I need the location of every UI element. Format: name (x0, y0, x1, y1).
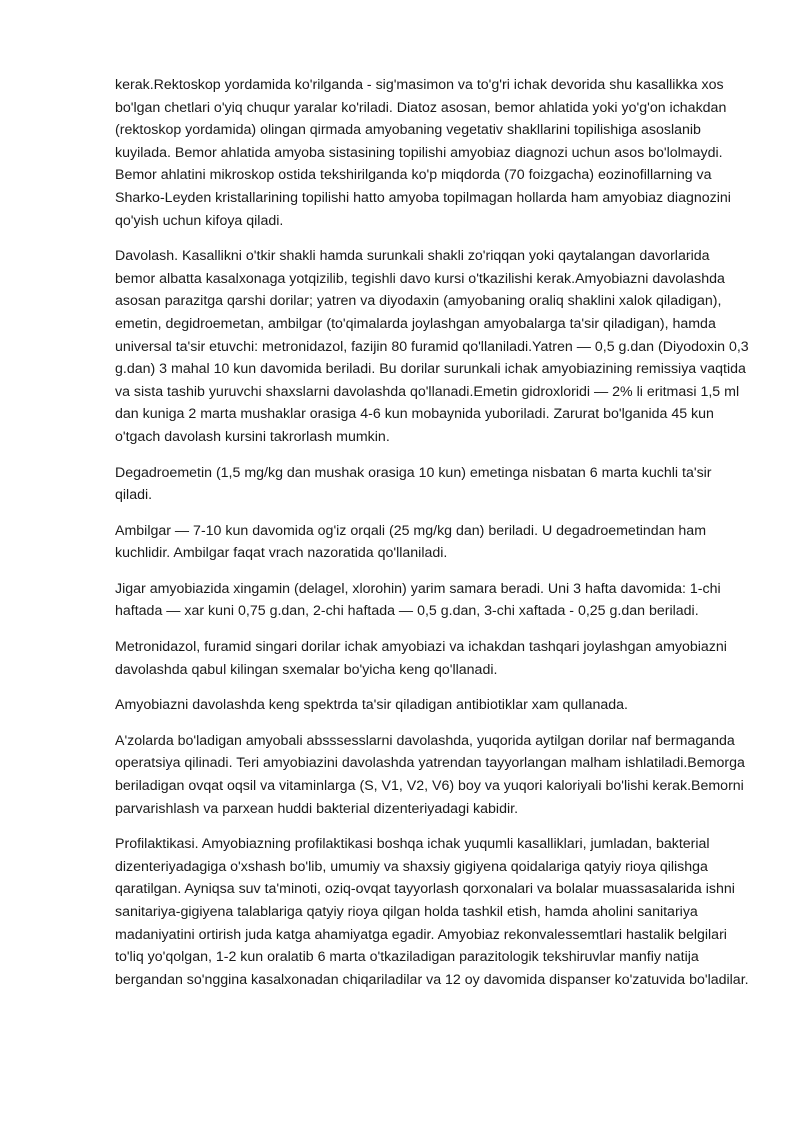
document-body (115, 74, 750, 1004)
paragraph-liver-amoebiasis: Jigar amyobiazida xingamin (delagel, xlorohin) yarim samara beradi. Uni 3 hafta davomida: 1-chi haftada — xar kuni 0,75 g.dan, 2-chi haftada — 0,5 g.dan, 3-chi xaftada - 0,25 g.dan beriladi. (115, 580, 721, 620)
paragraph-antibiotics: Amyobiazni davolashda keng spektrda ta'sir qiladigan antibiotiklar xam qullanada. (115, 697, 628, 714)
paragraph-prophylaxis: Profilaktikasi. Amyobiazning profilaktikasi boshqa ichak yuqumli kasalliklari, jumladan, bakterial dizenteriyadagiga o'xshash bo'lib, umumiy va shaxsiy gigiyena qoidalariga qatyiy rioya qilishga qaratilgan. Ayniqsa suv ta'minoti, oziq-ovqat tayyorlash qorxonalari va bolalar muassasalarida ishni sanitariya-gigiyena talablariga qatyiy rioya qilgan holda tashkil etish, hamda aholini sanitariya madaniyatini ortirish juda katga ahamiyatga egadir. Amyobiaz rekonvalessemtlari hastalik belgilari to'liq yo'qolgan, 1-2 kun oralatib 6 marta o'tkaziladigan parazitologik tekshiruvlar manfiy natija bergandan so'nggina kasalxonadan chiqariladilar va 12 oy davomida dispanser ko'zatuvida bo'ladilar. (115, 836, 749, 988)
paragraph-degadroemetin: Degadroemetin (1,5 mg/kg dan mushak orasiga 10 kun) emetinga nisbatan 6 marta kuchli ta'sir qiladi. (115, 464, 712, 504)
paragraph-diagnosis: kerak.Rektoskop yordamida ko'rilganda - sig'masimon va to'g'ri ichak devorida shu kasallikka xos bo'lgan chetlari o'yiq chuqur yaralar ko'riladi. Diatoz asosan, bemor ahlatida yoki yo'g'on ichakdan (rektoskop yordamida) olingan qirmada amyobaning vegetativ shakllarini topilishiga asoslanib kuyilada. Bemor ahlatida amyoba sistasining topilishi amyobiaz diagnozi uchun asos bo'lolmaydi. Bemor ahlatini mikroskop ostida tekshirilganda ko'p miqdorda (70 foizgacha) eozinofillarning va Sharko-Leyden kristallarining topilishi hatto amyoba topilmagan hollarda ham amyobiaz diagnozini qo'yish uchun kifoya qiladi. (115, 77, 731, 229)
paragraph-metronidazol: Metronidazol, furamid singari dorilar ichak amyobiazi va ichakdan tashqari joylashgan amyobiazni davolashda qabul kilingan sxemalar bo'yicha keng qo'llanadi. (115, 639, 727, 678)
paragraph-ambilgar: Ambilgar — 7-10 kun davomida og'iz orqali (25 mg/kg dan) beriladi. U degadroemetindan ham kuchlidir. Ambilgar faqat vrach nazoratida qo'llaniladi. (115, 522, 707, 562)
paragraph-abscesses: A'zolarda bo'ladigan amyobali absssesslarni davolashda, yuqorida aytilgan dorilar naf bermaganda operatsiya qilinadi. Teri amyobiazini davolashda yatrendan tayyorlangan malham ishlatiladi.Bemorga beriladigan ovqat oqsil va vitaminlarga (S, V1, V2, V6) boy va yuqori kaloriyali bo'lishi kerak.Bemorni parvarishlash va parxean huddi bakterial dizenteriyadagi kabidir. (115, 732, 745, 817)
paragraph-treatment: Davolash. Kasallikni o'tkir shakli hamda surunkali shakli zo'riqqan yoki qaytalangan davorlarida bemor albatta kasalxonaga yotqizilib, tegishli davo kursi o'tkazilishi kerak.Amyobiazni davolashda asosan parazitga qarshi dorilar; yatren va diyodaxin (amyobaning oraliq shaklini xalok qiladigan), emetin, degidroemetan, ambilgar (to'qimalarda joylashgan amyobalarga ta'sir qiladigan), hamda universal ta'sir etuvchi: metronidazol, fazijin 80 furamid qo'llaniladi.Yatren — 0,5 g.dan (Diyodoxin 0,3 g.dan) 3 mahal 10 kun davomida beriladi. Bu dorilar surunkali ichak amyobiazining remissiya vaqtida va sista tashib yuruvchi shaxslarni davolashda qo'llanadi.Emetin gidroxloridi — 2% li eritmasi 1,5 ml dan kuniga 2 marta mushaklar orasiga 4-6 kun mobaynida yuboriladi. Zarurat bo'lganida 45 kun o'tgach davolash kursini takrorlash mumkin. (115, 248, 749, 445)
